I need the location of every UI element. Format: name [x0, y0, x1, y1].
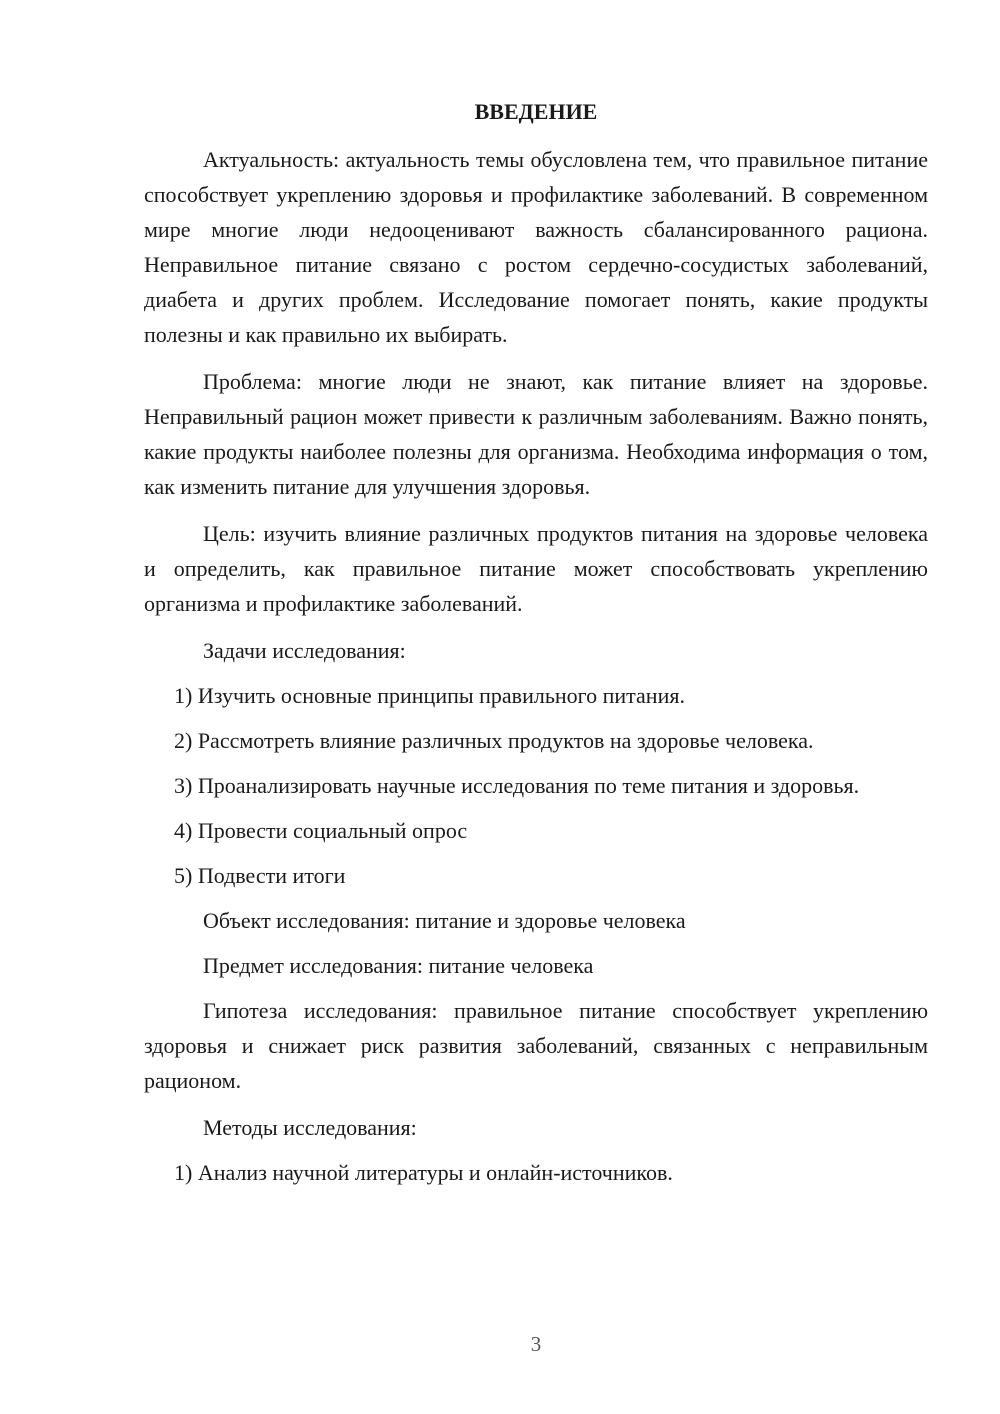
goal-paragraph: Цель: изучить влияние различных продуктов питания на здоровье человека и определить, как правильное питание может способствовать укреплению организма и профилактике заболеваний.: [144, 521, 928, 616]
tasks-title: Задачи исследования:: [203, 638, 406, 663]
relevance-paragraph: Актуальность: актуальность темы обусловлена тем, что правильное питание способствует укреплению здоровья и профилактике заболеваний. В современном мире многие люди недооценивают важность сбалансированного рациона. Неправильное питание связано с ростом сердечно-сосудистых заболеваний, диабета и других проблем. Исследование помогает понять, какие продукты полезны и как правильно их выбирать.: [144, 147, 928, 347]
problem-paragraph: Проблема: многие люди не знают, как питание влияет на здоровье. Неправильный рацион может привести к различным заболеваниям. Важно понять, какие продукты наиболее полезны для организма. Необходима информация о том, как изменить питание для улучшения здоровья.: [144, 369, 928, 499]
methods-title: Методы исследования:: [203, 1115, 417, 1140]
method-item: 1) Анализ научной литературы и онлайн-источников.: [174, 1160, 673, 1185]
research-object: Объект исследования: питание и здоровье человека: [203, 908, 686, 933]
document-body: [144, 94, 928, 1200]
section-heading: ВВЕДЕНИЕ: [474, 99, 598, 124]
hypothesis-paragraph: Гипотеза исследования: правильное питание способствует укреплению здоровья и снижает риск развития заболеваний, связанных с неправильным рационом.: [144, 998, 928, 1093]
page-number: 3: [530, 1332, 542, 1356]
task-item: 2) Рассмотреть влияние различных продуктов на здоровье человека.: [174, 728, 814, 753]
task-item: 5) Подвести итоги: [174, 863, 346, 888]
research-subject: Предмет исследования: питание человека: [203, 953, 594, 978]
task-item: 3) Проанализировать научные исследования по теме питания и здоровья.: [174, 773, 860, 798]
task-item: 1) Изучить основные принципы правильного питания.: [174, 683, 685, 708]
task-item: 4) Провести социальный опрос: [174, 818, 468, 843]
